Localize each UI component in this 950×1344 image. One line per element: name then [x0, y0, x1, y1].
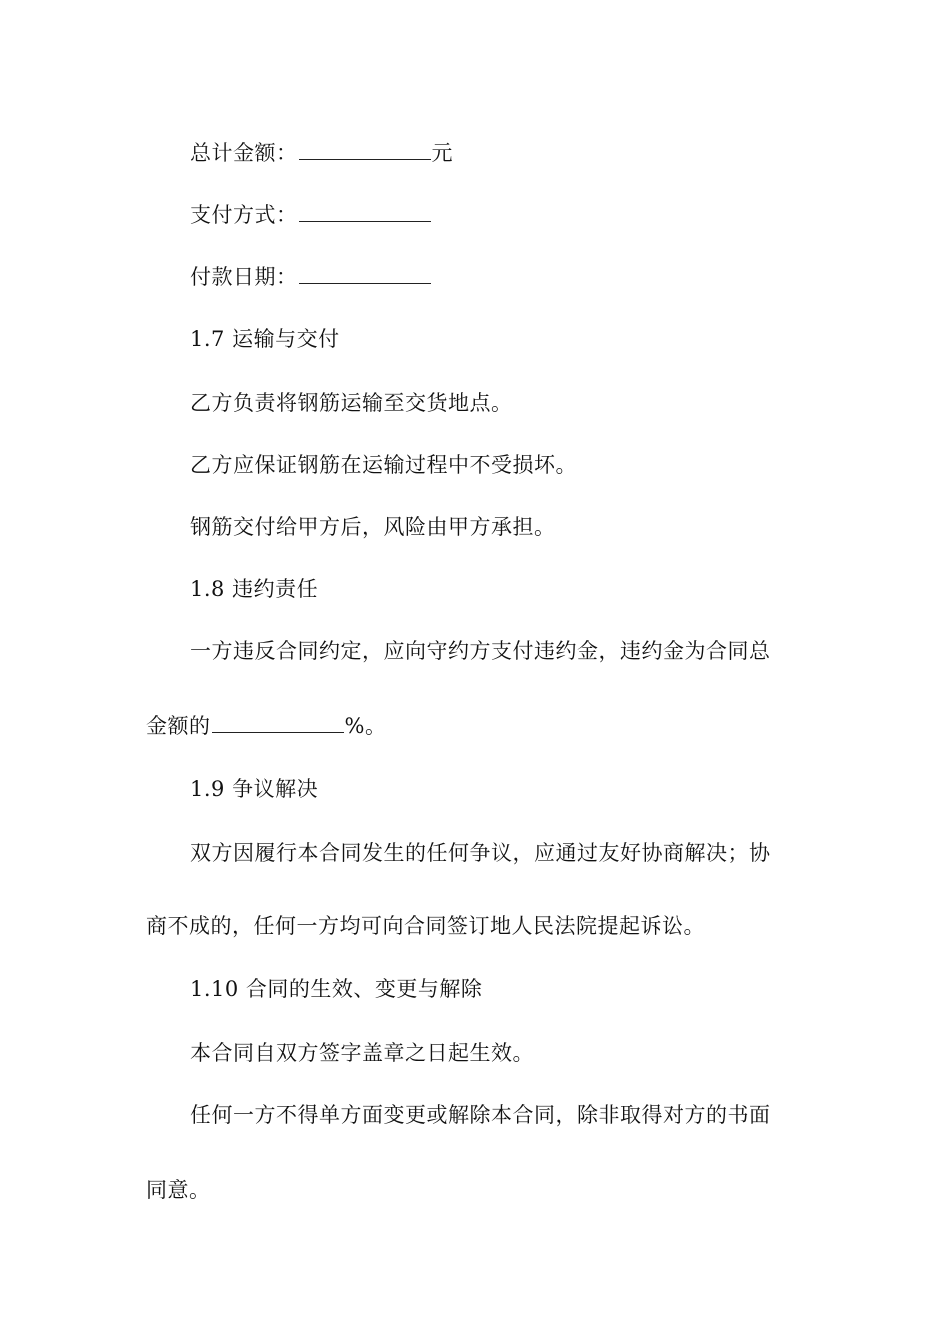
section-1-7-paragraph-2: 乙方应保证钢筋在运输过程中不受损坏。 — [190, 453, 577, 477]
section-1-8-paragraph-line-1: 一方违反合同约定，应向守约方支付违约金，违约金为合同总 — [190, 639, 771, 663]
section-1-7-paragraph-1: 乙方负责将钢筋运输至交货地点。 — [190, 391, 513, 415]
total-amount-label: 总计金额： — [190, 141, 298, 165]
section-1-10-paragraph-2-line-2: 同意。 — [146, 1178, 211, 1202]
payment-date-line — [190, 263, 432, 291]
section-1-8-paragraph-line-2 — [146, 712, 386, 740]
section-1-10-heading: 1.10 合同的生效、变更与解除 — [190, 977, 483, 1001]
section-1-10-paragraph-2-line-1: 任何一方不得单方面变更或解除本合同，除非取得对方的书面 — [190, 1103, 771, 1127]
payment-method-line — [190, 201, 432, 229]
total-amount-line — [190, 139, 453, 167]
penalty-prefix: 金额的 — [146, 714, 211, 738]
total-amount-blank — [299, 141, 431, 160]
section-1-9-paragraph-line-1: 双方因履行本合同发生的任何争议，应通过友好协商解决；协 — [190, 841, 771, 865]
payment-method-label: 支付方式： — [190, 203, 298, 227]
payment-date-label: 付款日期： — [190, 265, 298, 289]
section-1-10-paragraph-1: 本合同自双方签字盖章之日起生效。 — [190, 1041, 534, 1065]
section-1-9-paragraph-line-2: 商不成的，任何一方均可向合同签订地人民法院提起诉讼。 — [146, 914, 705, 938]
section-1-7-paragraph-3: 钢筋交付给甲方后，风险由甲方承担。 — [190, 515, 556, 539]
penalty-suffix: %。 — [344, 714, 387, 738]
section-1-7-heading: 1.7 运输与交付 — [190, 327, 340, 351]
section-1-8-heading: 1.8 违约责任 — [190, 577, 319, 601]
total-amount-unit: 元 — [431, 141, 453, 165]
section-1-9-heading: 1.9 争议解决 — [190, 777, 319, 801]
payment-date-blank — [299, 265, 431, 284]
payment-method-blank — [299, 203, 431, 222]
penalty-percent-blank — [212, 714, 344, 733]
